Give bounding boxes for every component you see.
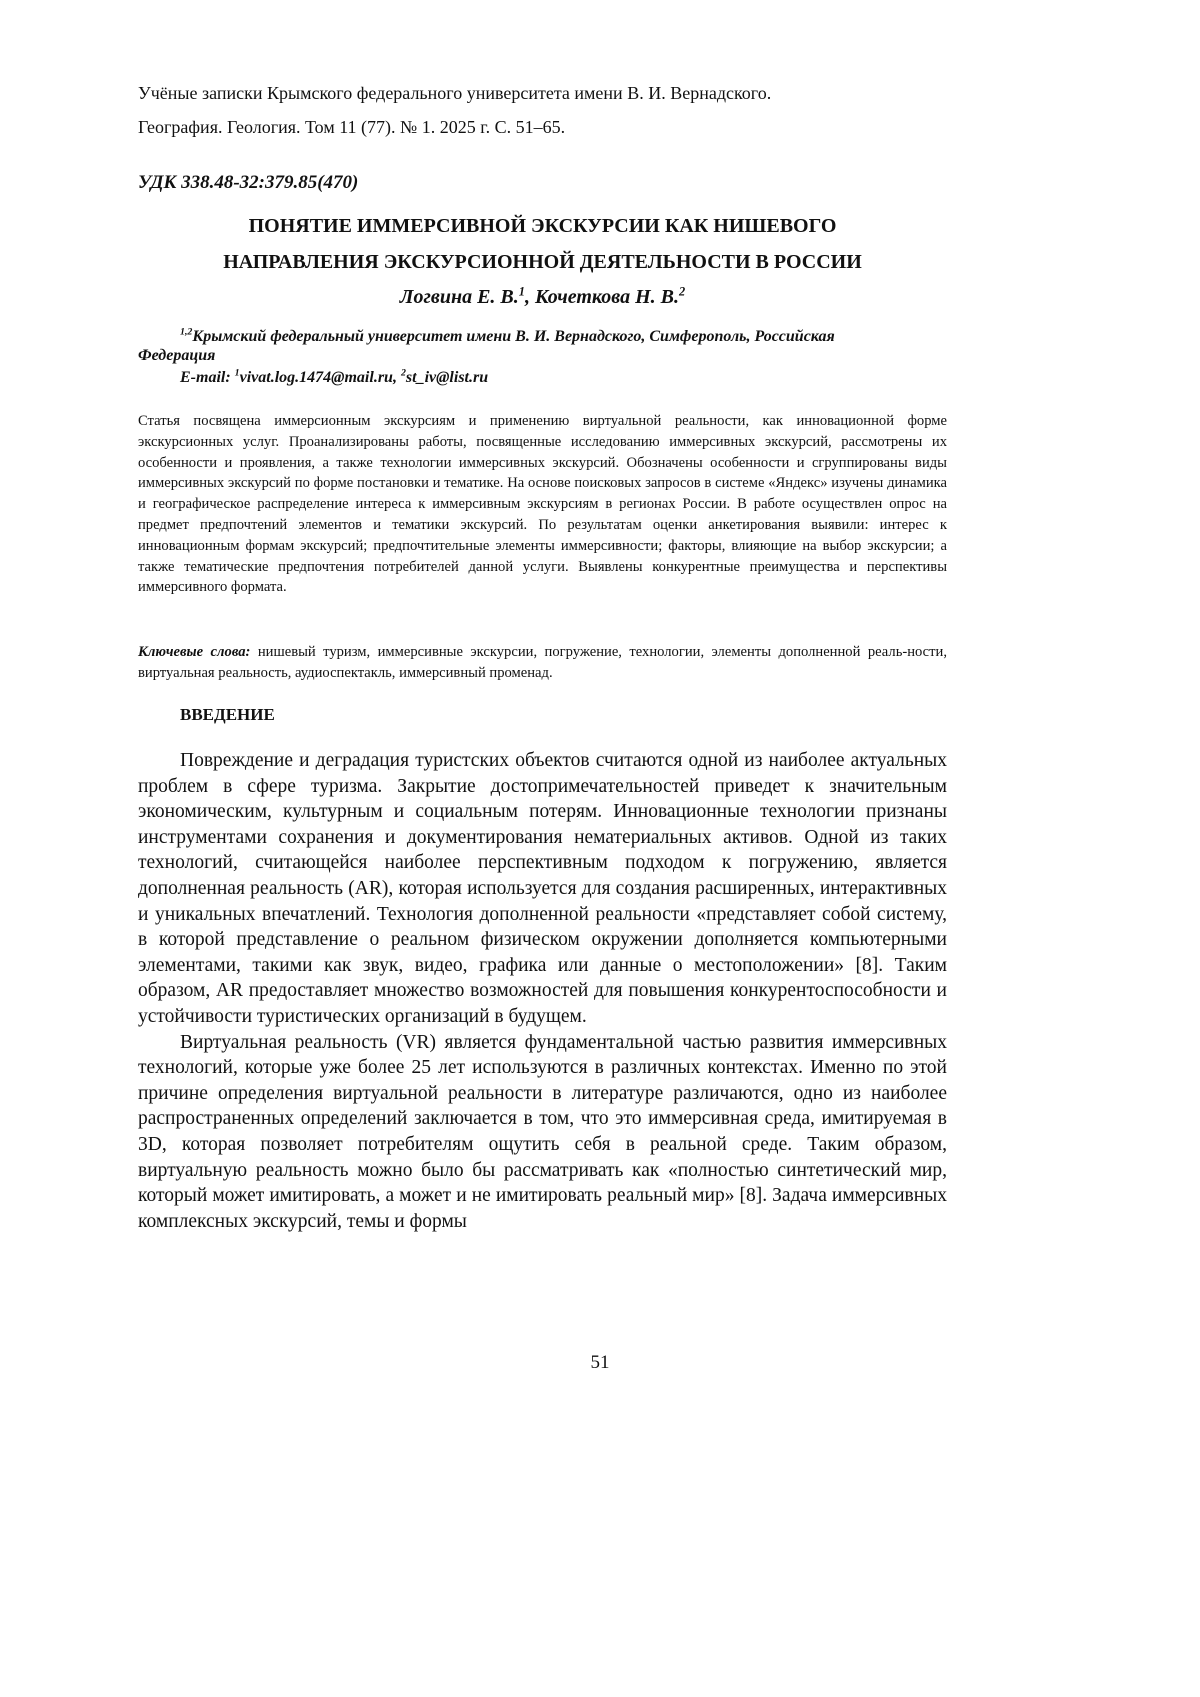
email-1[interactable]: vivat.log.1474@mail.ru xyxy=(240,369,393,386)
page-number: 51 xyxy=(0,1352,1200,1374)
journal-header-line-2: География. Геология. Том 11 (77). № 1. 2025 г. С. 51–65. xyxy=(138,110,947,144)
author-separator: , xyxy=(525,286,535,308)
author-1: Логвина Е. В. xyxy=(400,286,519,308)
udk-code: УДК 338.48-32:379.85(470) xyxy=(138,172,947,194)
author-1-affil-mark: 1 xyxy=(519,284,525,298)
keywords xyxy=(138,642,947,684)
journal-header xyxy=(138,76,947,144)
document-page xyxy=(0,0,1200,1697)
keywords-text: нишевый туризм, иммерсивные экскурсии, погружение, технологии, элементы дополненной реаль-ности, виртуальная реальность, аудиоспектакль, иммерсивный променад. xyxy=(138,644,947,681)
affiliation xyxy=(138,327,947,365)
body-text xyxy=(138,748,947,1234)
article-title-line-1: ПОНЯТИЕ ИММЕРСИВНОЙ ЭКСКУРСИИ КАК НИШЕВОГО xyxy=(138,208,947,244)
authors xyxy=(138,286,947,309)
affiliation-line-2: Федерация xyxy=(138,347,215,364)
email-2[interactable]: st_iv@list.ru xyxy=(406,369,488,386)
article-title xyxy=(138,208,947,280)
affiliation-text: Крымский федеральный университет имени В. И. Вернадского, Симферополь, Российская xyxy=(192,328,834,345)
email-label: E-mail: xyxy=(180,369,235,386)
email-1-mark: 1 xyxy=(235,368,240,379)
abstract: Статья посвящена иммерсионным экскурсиям и применению виртуальной реальности, как инновационной форме экскурсионных услуг. Проанализированы работы, посвященные исследованию иммерсивных экскурсий, рассмотрены их особенности и проявления, а также технологии иммерсивных экскурсий. Обозначены особенности и сгруппированы виды иммерсивных экскурсий по форме постановки и тематике. На основе поисковых запросов в системе «Яндекс» изучены динамика и географическое распределение интереса к иммерсивным экскурсиям в регионах России. В работе осуществлен опрос на предмет предпочтений элементов и тематики экскурсий. По результатам оценки анкетирования выявили: интерес к инновационным формам экскурсий; предпочтительные элементы иммерсивности; факторы, влияющие на выбор экскурсии; а также тематические предпочтения потребителей данной услуги. Выявлены конкурентные преимущества и перспективы иммерсивного формата. xyxy=(138,411,947,598)
journal-header-line-1: Учёные записки Крымского федерального университета имени В. И. Вернадского. xyxy=(138,76,947,110)
email-2-mark: 2 xyxy=(401,368,406,379)
author-2: Кочеткова Н. В. xyxy=(535,286,679,308)
paragraph: Виртуальная реальность (VR) является фундаментальной частью развития иммерсивных технологий, которые уже более 25 лет используются в различных контекстах. Именно по этой причине определения виртуальной реальности в литературе различаются, одно из наиболее распространенных определений заключается в том, что это иммерсивная среда, имитируемая в 3D, которая позволяет потребителям ощутить себя в реальной среде. Таким образом, виртуальную реальность можно было бы рассматривать как «полностью синтетический мир, который может имитировать, а может и не имитировать реальный мир» [8]. Задача иммерсивных комплексных экскурсий, темы и формы xyxy=(138,1030,947,1235)
keywords-label: Ключевые слова: xyxy=(138,644,250,660)
author-2-affil-mark: 2 xyxy=(679,284,685,298)
paragraph: Повреждение и деградация туристских объектов считаются одной из наиболее актуальных проблем в сфере туризма. Закрытие достопримечательностей приведет к значительным экономическим, культурным и социальным потерям. Инновационные технологии признаны инструментами сохранения и документирования нематериальных активов. Одной из таких технологий, считающейся наиболее перспективным подходом к погружению, является дополненная реальность (AR), которая используется для создания расширенных, интерактивных и уникальных впечатлений. Технология дополненной реальности «представляет собой систему, в которой представление о реальном физическом окружении дополняется компьютерными элементами, такими как звук, видео, графика или данные о местоположении» [8]. Таким образом, AR предоставляет множество возможностей для повышения конкурентоспособности и устойчивости туристических организаций в будущем. xyxy=(138,748,947,1030)
email-separator: , xyxy=(393,369,401,386)
affiliation-mark: 1,2 xyxy=(180,327,192,338)
article-title-line-2: НАПРАВЛЕНИЯ ЭКСКУРСИОННОЙ ДЕЯТЕЛЬНОСТИ В РОССИИ xyxy=(138,244,947,280)
affiliation-line-1 xyxy=(138,327,947,346)
section-heading-introduction: ВВЕДЕНИЕ xyxy=(180,705,989,725)
email-line xyxy=(138,369,989,387)
